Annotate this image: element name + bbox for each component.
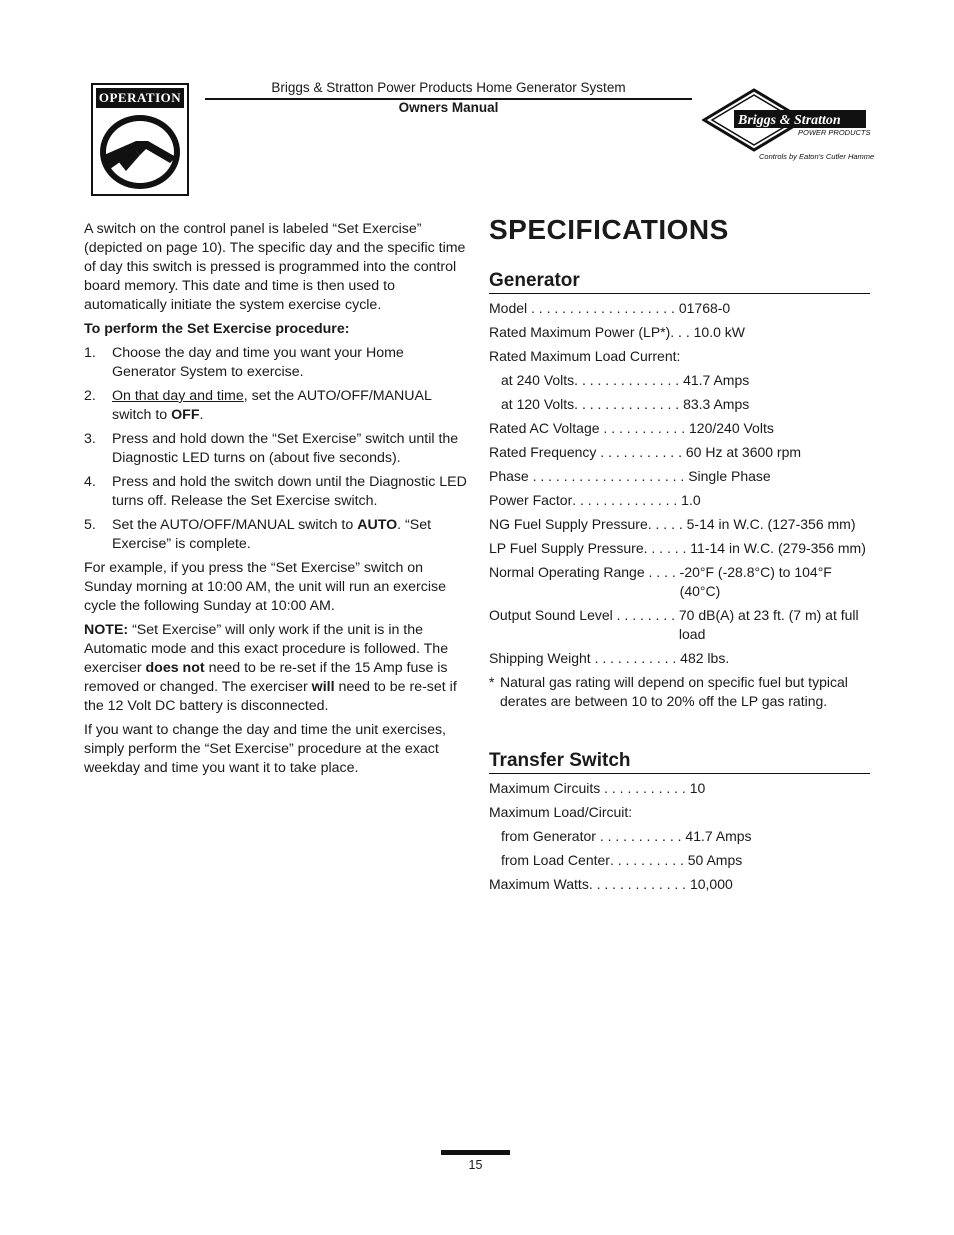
note-paragraph xyxy=(84,621,470,716)
spec-label: Normal Operating Range xyxy=(489,564,645,580)
step-text: Set the AUTO/OFF/MANUAL switch to xyxy=(112,517,358,533)
spec-label: Output Sound Level xyxy=(489,607,613,623)
transfer-switch-spec-list xyxy=(489,779,874,899)
spec-label: Rated Maximum Power (LP*) xyxy=(489,324,671,340)
spec-row-operating-range xyxy=(489,563,874,601)
spec-leader: . . . . xyxy=(644,564,680,580)
spec-row-240v xyxy=(489,371,874,390)
spec-leader: . . . . . . . . . . . xyxy=(595,828,686,844)
spec-row-shipping-weight xyxy=(489,649,874,668)
operation-badge xyxy=(91,83,189,196)
spec-leader: . . . . . . . . . . . xyxy=(590,650,681,666)
footer-bar xyxy=(441,1150,510,1155)
spec-value: Single Phase xyxy=(688,468,771,484)
step-number: 4. xyxy=(84,474,96,490)
badge-label: OPERATION xyxy=(96,88,184,108)
spec-row-max-watts xyxy=(489,875,874,894)
spec-value: 10,000 xyxy=(689,876,733,892)
procedure-step xyxy=(84,344,470,382)
spec-value: 1.0 xyxy=(681,492,701,508)
spec-row-sound-level xyxy=(489,606,874,644)
intro-paragraph: A switch on the control panel is labeled “Set Exercise” (depicted on page 10). The specific day and the specific time of day this switch is pressed is programmed into the control board memory. This date and time is then used to automatically initiate the system exercise cycle. xyxy=(84,221,466,313)
spec-leader: . . . . . . . . . . . . . . xyxy=(574,396,684,412)
spec-leader: . . . . . . . . xyxy=(612,607,679,623)
left-column xyxy=(84,220,470,783)
spec-value: 120/240 Volts xyxy=(689,420,774,436)
spec-leader: . . . . . xyxy=(647,516,687,532)
spec-row-power-factor xyxy=(489,491,874,510)
transfer-switch-heading: Transfer Switch xyxy=(489,750,870,774)
page-number: 15 xyxy=(468,1158,483,1172)
spec-row-model xyxy=(489,299,874,318)
spec-leader: . . . . . . . . . . . . . . . . . . . . xyxy=(528,468,689,484)
step-number: 5. xyxy=(84,517,96,533)
spec-label: Maximum Watts xyxy=(489,876,589,892)
brand-logo xyxy=(702,88,874,166)
spec-value: 5-14 in W.C. (127-356 mm) xyxy=(686,516,856,532)
spec-leader: . . . . . . . . . . xyxy=(609,852,688,868)
spec-leader: . . . . . . . . . . . . . . xyxy=(574,372,684,388)
footnote-text: Natural gas rating will depend on specific fuel but typical derates are between 10 to 20% off the LP gas rating. xyxy=(500,674,848,709)
spec-subheading-load-current: Rated Maximum Load Current: xyxy=(489,348,681,364)
spec-label: at 240 Volts xyxy=(501,372,575,388)
spec-row-from-generator xyxy=(489,827,874,846)
spec-label: Power Factor xyxy=(489,492,573,508)
spec-label: Shipping Weight xyxy=(489,650,591,666)
spec-value: 10.0 kW xyxy=(693,324,745,340)
example-paragraph: For example, if you press the “Set Exercise” switch on Sunday morning at 10:00 AM, the unit will run an exercise cycle the following Sunday at 10:00 AM. xyxy=(84,560,446,614)
spec-value: 11-14 in W.C. (279-356 mm) xyxy=(690,540,866,556)
spec-value: 01768-0 xyxy=(678,300,731,316)
step-text: Press and hold the switch down until the Diagnostic LED turns off. Release the Set Exercise switch. xyxy=(112,474,467,509)
step-number: 3. xyxy=(84,431,96,447)
spec-value: 60 Hz at 3600 rpm xyxy=(685,444,802,460)
spec-leader: . . . . . . . . . . . xyxy=(596,444,686,460)
spec-leader: . . . . . . . . . . . . . . . . . . . xyxy=(527,300,679,316)
spec-row-ac-voltage xyxy=(489,419,874,438)
switch-hand-icon xyxy=(96,111,184,191)
generator-spec-list xyxy=(489,299,874,711)
spec-leader: . . . xyxy=(670,324,694,340)
step-bold-text: OFF xyxy=(171,407,200,423)
spec-value: 70 dB(A) at 23 ft. (7 m) at full load xyxy=(678,607,859,642)
spec-leader: . . . . . . . . . . . xyxy=(600,780,690,796)
procedure-steps xyxy=(84,344,470,554)
spec-row-frequency xyxy=(489,443,874,462)
step-text: , set the AUTO/OFF/MANUAL switch to xyxy=(112,388,432,423)
spec-label: from Generator xyxy=(501,828,596,844)
step-bold-text: AUTO xyxy=(357,517,398,533)
spec-value: 41.7 Amps xyxy=(683,372,750,388)
step-text: . “Set Exercise” is complete. xyxy=(112,517,432,552)
spec-row-max-power xyxy=(489,323,874,342)
step-number: 1. xyxy=(84,345,96,361)
spec-label: Phase xyxy=(489,468,529,484)
footnote-mark: * xyxy=(489,674,495,690)
spec-row-lp-pressure xyxy=(489,539,874,558)
note-bold-text: will xyxy=(311,679,335,695)
spec-leader: . . . . . . xyxy=(643,540,691,556)
spec-label: Model xyxy=(489,300,528,316)
spec-label: from Load Center xyxy=(501,852,610,868)
header-subtitle: Owners Manual xyxy=(398,100,499,115)
note-label: NOTE: xyxy=(84,622,129,638)
header-title: Briggs & Stratton Power Products Home Generator System xyxy=(271,80,626,95)
spec-label: Maximum Circuits xyxy=(489,780,601,796)
spec-row-max-circuits xyxy=(489,779,874,798)
spec-leader: . . . . . . . . . . . xyxy=(599,420,689,436)
spec-value: 83.3 Amps xyxy=(683,396,750,412)
brand-tagline: POWER PRODUCTS xyxy=(798,128,871,137)
step-text: . xyxy=(199,407,204,423)
procedure-heading: To perform the Set Exercise procedure: xyxy=(84,321,350,337)
spec-value: 41.7 Amps xyxy=(685,828,752,844)
spec-row-ng-pressure xyxy=(489,515,874,534)
footnote xyxy=(489,673,874,711)
spec-value: 482 lbs. xyxy=(680,650,730,666)
note-bold-text: does not xyxy=(145,660,205,676)
spec-label: at 120 Volts xyxy=(501,396,575,412)
spec-leader: . . . . . . . . . . . . . . xyxy=(572,492,682,508)
step-text: Press and hold down the “Set Exercise” switch until the Diagnostic LED turns on (about five seconds). xyxy=(112,431,459,466)
note-text: need to be re-set if the 15 Amp fuse is removed or changed. The exerciser xyxy=(84,660,448,695)
closing-paragraph: If you want to change the day and time the unit exercises, simply perform the “Set Exercise” procedure at the exact weekday and time you want it to take place. xyxy=(84,722,446,776)
procedure-step xyxy=(84,516,470,554)
procedure-step xyxy=(84,473,470,511)
brand-controls-note: Controls by Eaton's Cutler Hammer xyxy=(759,152,874,161)
spec-label: Rated AC Voltage xyxy=(489,420,600,436)
note-text: need to be re-set if the 12 Volt DC battery is disconnected. xyxy=(84,679,457,714)
brand-name: Briggs & Stratton xyxy=(738,113,841,128)
spec-row-from-load-center xyxy=(489,851,874,870)
brand-diamond-icon xyxy=(702,88,874,166)
spec-label: NG Fuel Supply Pressure xyxy=(489,516,648,532)
spec-label: LP Fuel Supply Pressure xyxy=(489,540,644,556)
spec-subheading-max-load: Maximum Load/Circuit: xyxy=(489,804,633,820)
spec-value: -20°F (-28.8°C) to 104°F (40°C) xyxy=(679,564,832,599)
generator-heading: Generator xyxy=(489,270,870,294)
step-underlined-text: On that day and time xyxy=(112,388,244,404)
spec-row-120v xyxy=(489,395,874,414)
step-number: 2. xyxy=(84,388,96,404)
procedure-step xyxy=(84,430,470,468)
note-text: “Set Exercise” will only work if the unit is in the Automatic mode and this exact procedure is followed. The exerciser xyxy=(84,622,449,676)
spec-leader: . . . . . . . . . . . . . xyxy=(588,876,690,892)
spec-row-phase xyxy=(489,467,874,486)
spec-value: 10 xyxy=(689,780,706,796)
page-title: SPECIFICATIONS xyxy=(489,214,729,245)
spec-value: 50 Amps xyxy=(687,852,743,868)
spec-label: Rated Frequency xyxy=(489,444,597,460)
procedure-step xyxy=(84,387,470,425)
step-text: Choose the day and time you want your Home Generator System to exercise. xyxy=(112,345,404,380)
